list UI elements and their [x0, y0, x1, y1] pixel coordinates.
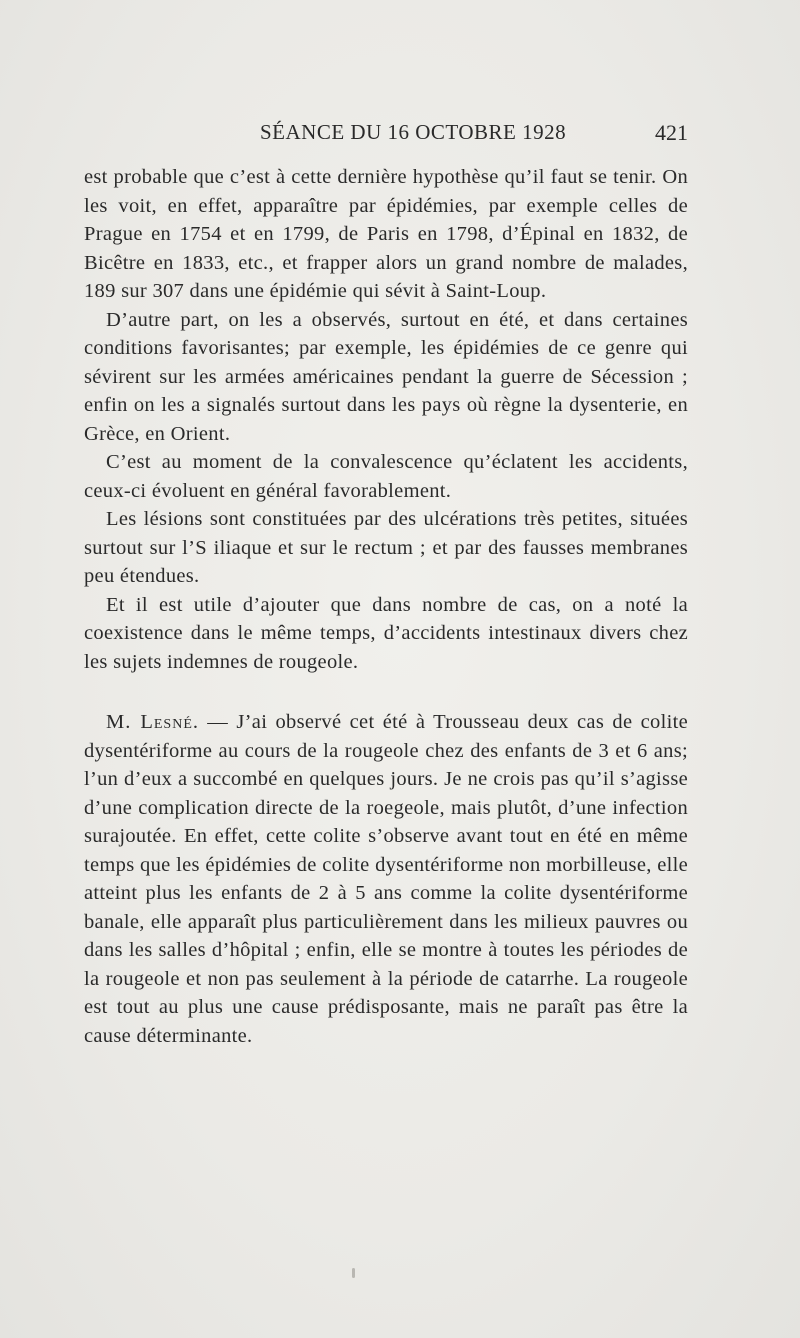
paragraph: Les lésions sont constituées par des ulcérations très petites, situées surtout sur l’S iliaque et sur le rectum ; et par des fausses membranes peu étendues. — [84, 508, 688, 587]
page-header — [84, 120, 688, 156]
running-head: SÉANCE DU 16 OCTOBRE 1928 — [260, 120, 567, 144]
speaker-name: M. Lesné. — [106, 711, 199, 733]
paper-speck — [352, 1268, 355, 1278]
body-text — [84, 163, 688, 1050]
paragraph: Et il est utile d’ajouter que dans nombre de cas, on a noté la coexistence dans le même temps, d’accidents intestinaux divers chez les sujets indemnes de rougeole. — [84, 593, 688, 673]
paragraph: C’est au moment de la convalescence qu’éclatent les accidents, ceux-ci évoluent en général favorablement. — [84, 451, 688, 502]
page-number: 421 — [655, 120, 688, 145]
section-gap — [84, 676, 688, 708]
discussion-text: — J’ai observé cet été à Trousseau deux cas de colite dysentériforme au cours de la rougeole chez des enfants de 3 et 6 ans; l’un d’eux a succombé en quelques jours. Je ne crois pas qu’il s’agisse d’une complication directe de la roegeole, mais plutôt, d’une infection surajoutée. En effet, cette colite s’observe avant tout en été en même temps que les épidémies de colite dysentériforme non morbilleuse, elle atteint plus les enfants de 2 à 5 ans comme la colite dysentériforme banale, elle apparaît plus particulièrement dans les milieux pauvres ou dans les salles d’hôpital ; enfin, elle se montre à toutes les périodes de la rougeole et non pas seulement à la période de catarrhe. La rougeole est tout au plus une cause prédisposante, mais ne paraît pas être la cause déterminante. — [84, 711, 688, 1047]
paragraph: D’autre part, on les a observés, surtout en été, et dans certaines conditions favorisantes; par exemple, les épidémies de ce genre qui sévirent sur les armées américaines pendant la guerre de Sécession ; enfin on les a signalés surtout dans les pays où règne la dysenterie, en Grèce, en Orient. — [84, 308, 688, 445]
paragraph: est probable que c’est à cette dernière hypothèse qu’il faut se tenir. On les voit, en effet, apparaître par épidémies, par exemple celles de Prague en 1754 et en 1799, de Paris en 1798, d’Épinal en 1832, de Bicêtre en 1833, etc., et frapper alors un grand nombre de malades, 189 sur 307 dans une épidémie qui sévit à Saint-Loup. — [84, 166, 688, 302]
discussion-paragraph — [84, 708, 688, 1050]
